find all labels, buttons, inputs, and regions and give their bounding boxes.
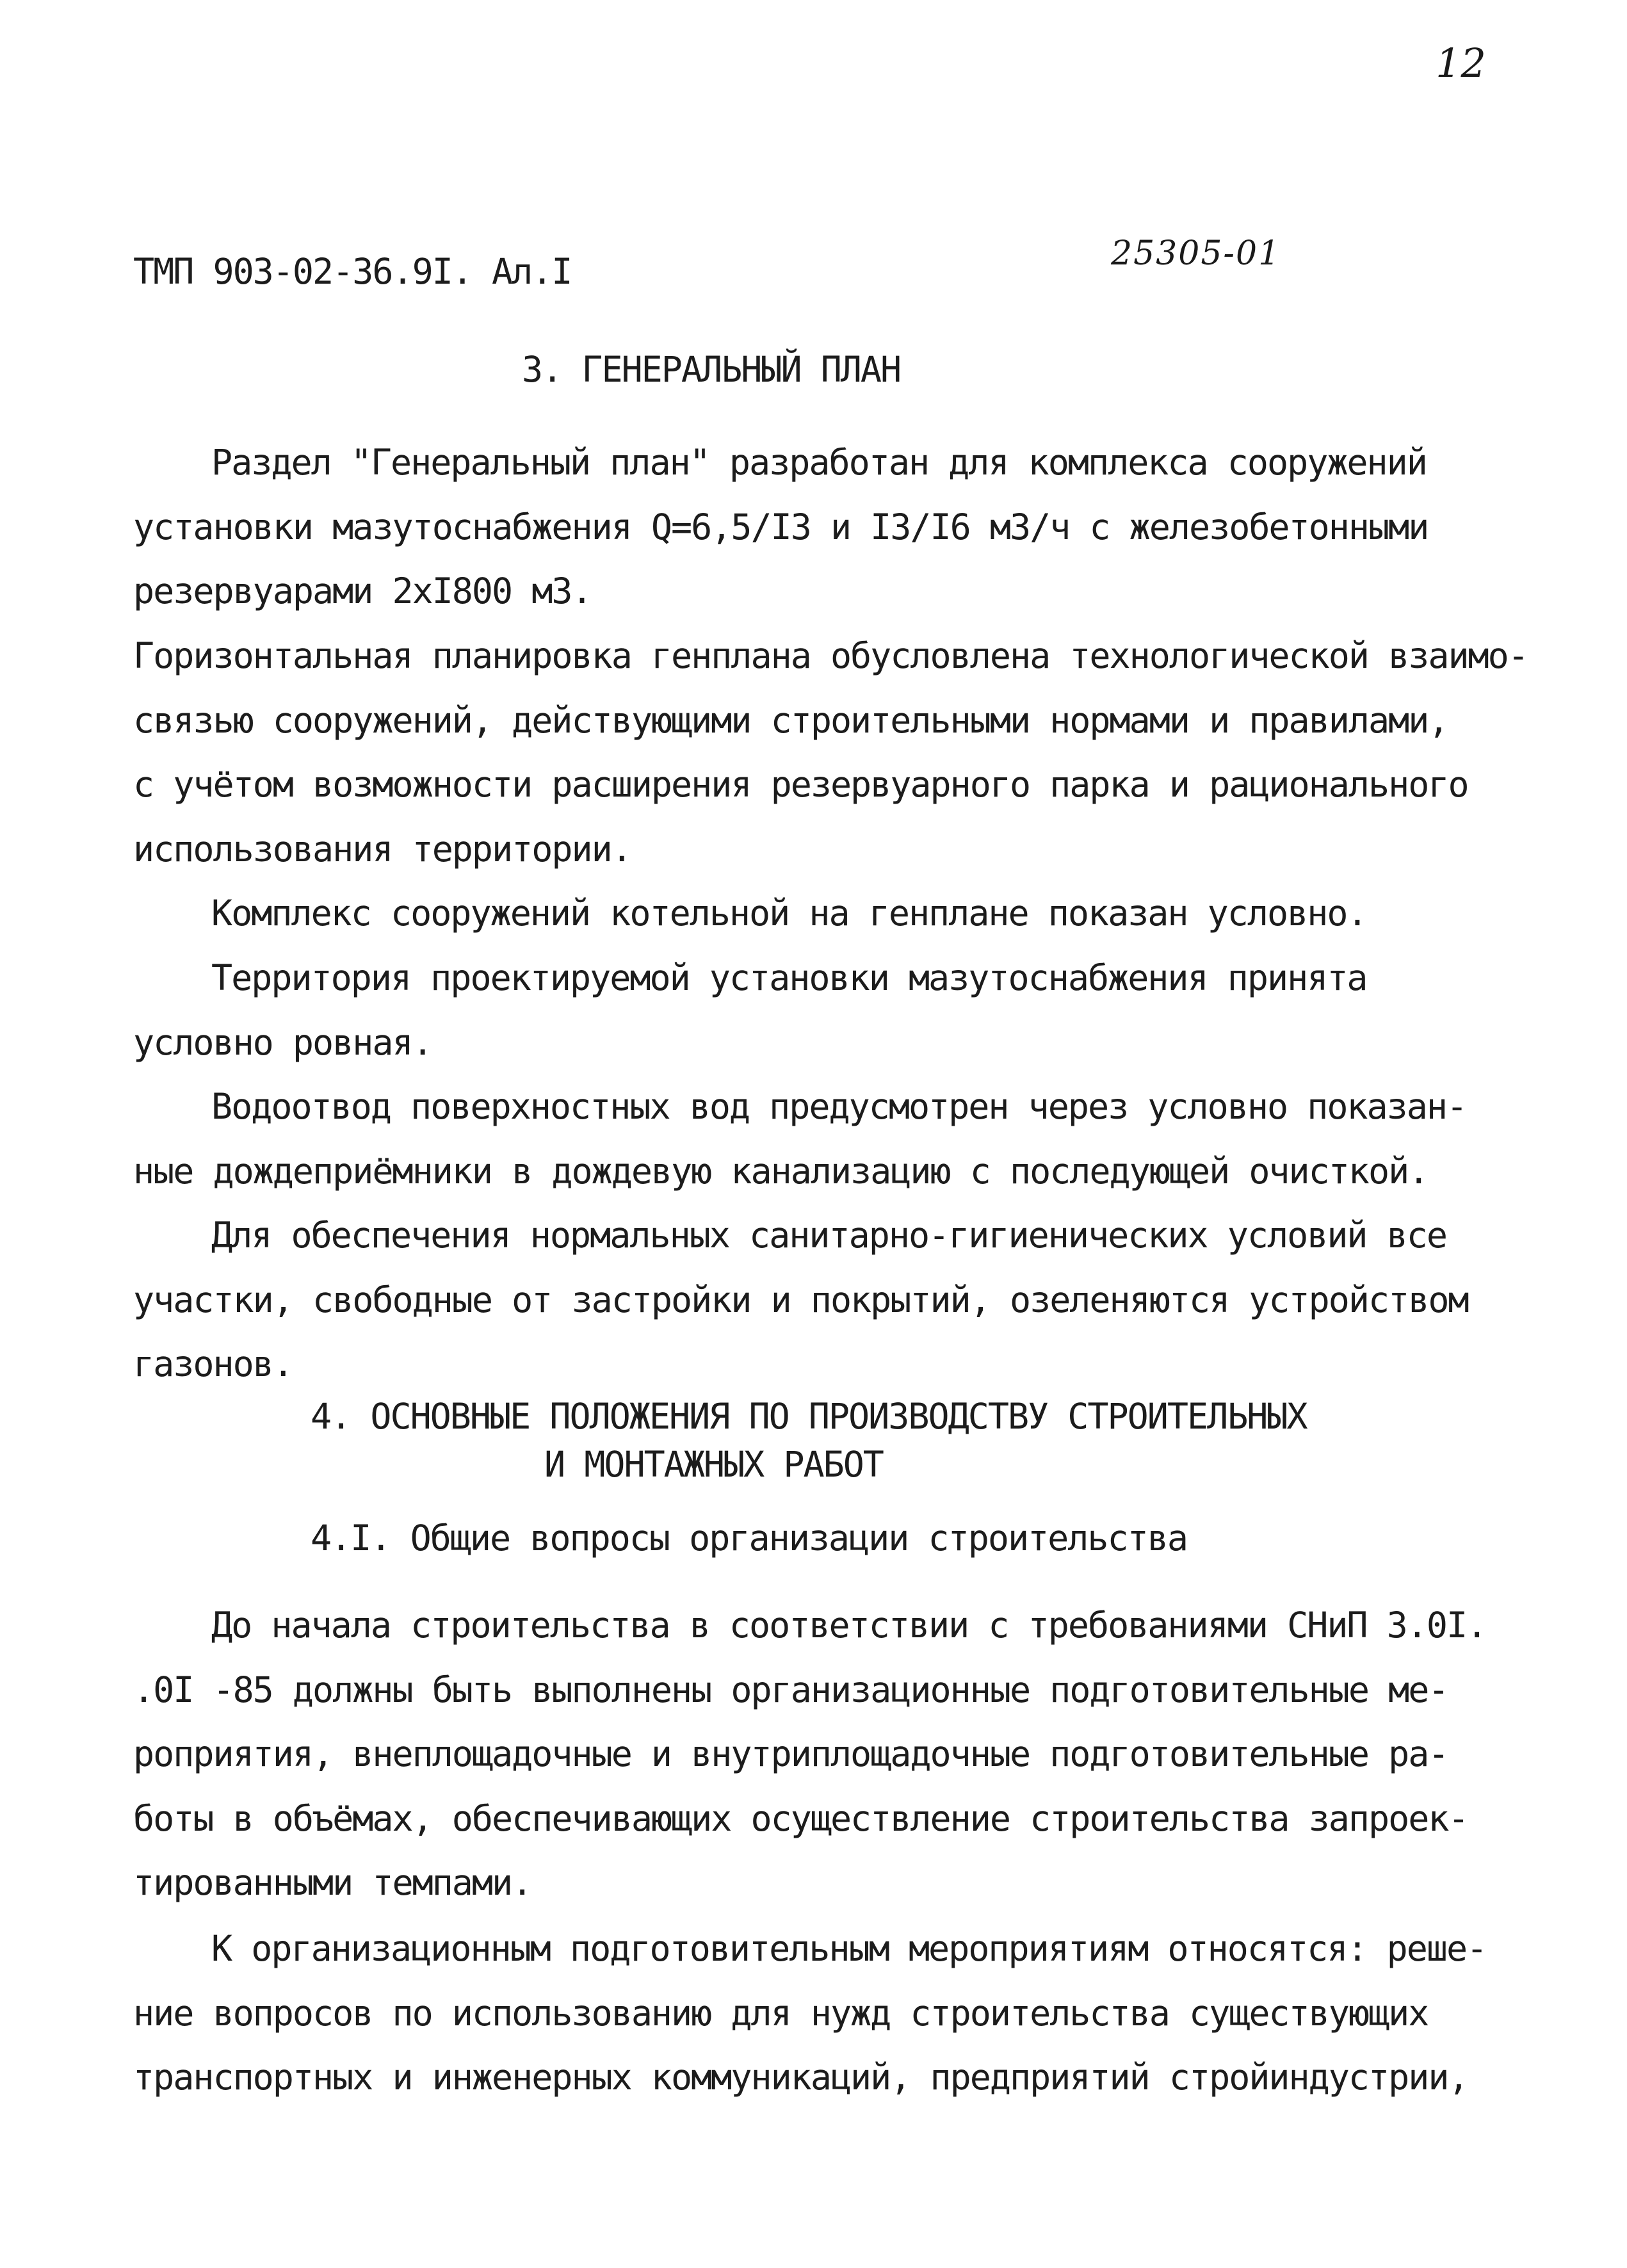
section-4-title-line-2: И МОНТАЖНЫХ РАБОТ (544, 1444, 883, 1485)
section-3-paragraph-6 (133, 1203, 1510, 1397)
document-code: ТМП 903-02-36.9I. Ал.I (133, 251, 572, 292)
page-number: 12 (1436, 40, 1486, 86)
text-line: .0I -85 должны быть выполнены организационные подготовительные ме- (133, 1669, 1448, 1710)
section-3-paragraph-4 (133, 946, 1510, 1074)
text-line: связью сооружений, действующими строительными нормами и правилами, (133, 699, 1448, 741)
text-line: Для обеспечения нормальных санитарно-гигиенических условий все (211, 1215, 1446, 1256)
text-line: с учётом возможности расширения резервуарного парка и рационального (133, 764, 1468, 805)
text-line: До начала строительства в соответствии с требованиями СНиП 3.0I. (211, 1605, 1487, 1646)
text-line: Комплекс сооружений котельной на генплане показан условно. (211, 893, 1367, 934)
text-line: участки, свободные от застройки и покрытий, озеленяются устройством (133, 1279, 1468, 1320)
text-line: боты в объёмах, обеспечивающих осуществление строительства запроек- (133, 1797, 1468, 1839)
section-4-title-line-1: 4. ОСНОВНЫЕ ПОЛОЖЕНИЯ ПО ПРОИЗВОДСТВУ СТРОИТЕЛЬНЫХ (311, 1396, 1307, 1437)
handwritten-archive-number: 25305-01 (1111, 234, 1281, 273)
text-line: роприятия, внеплощадочные и внутриплощадочные подготовительные ра- (133, 1733, 1448, 1774)
section-3-paragraph-2 (133, 624, 1528, 881)
text-line: транспортных и инженерных коммуникаций, предприятий стройиндустрии, (133, 2057, 1468, 2098)
section-3-paragraph-3 (133, 881, 1510, 946)
text-line: ние вопросов по использованию для нужд строительства существующих (133, 1992, 1429, 2034)
section-3-paragraph-5 (133, 1074, 1510, 1203)
text-line: установки мазутоснабжения Q=6,5/I3 и I3/I6 м3/ч с железобетонными (133, 506, 1429, 547)
text-line: Территория проектируемой установки мазутоснабжения принята (211, 957, 1367, 998)
section-4-paragraph-2 (133, 1916, 1510, 2110)
text-line: тированными темпами. (133, 1862, 532, 1903)
section-3-title: 3. ГЕНЕРАЛЬНЫЙ ПЛАН (522, 349, 901, 390)
text-line: ные дождеприёмники в дождевую канализацию с последующей очисткой. (133, 1150, 1429, 1192)
section-3-paragraph-1 (133, 430, 1510, 624)
subsection-4-1-title: 4.I. Общие вопросы организации строительства (311, 1518, 1187, 1559)
text-line: Водоотвод поверхностных вод предусмотрен через условно показан- (211, 1086, 1467, 1127)
section-4-paragraph-1 (133, 1593, 1510, 1915)
text-line: К организационным подготовительным мероприятиям относятся: реше- (211, 1928, 1487, 1969)
text-line: условно ровная. (133, 1021, 432, 1063)
text-line: использования территории. (133, 828, 631, 870)
text-line: газонов. (133, 1343, 293, 1384)
text-line: резервуарами 2хI800 м3. (133, 571, 592, 612)
text-line: Раздел "Генеральный план" разработан для комплекса сооружений (211, 442, 1427, 483)
text-line: Горизонтальная планировка генплана обусловлена технологической взаимо- (133, 635, 1528, 676)
